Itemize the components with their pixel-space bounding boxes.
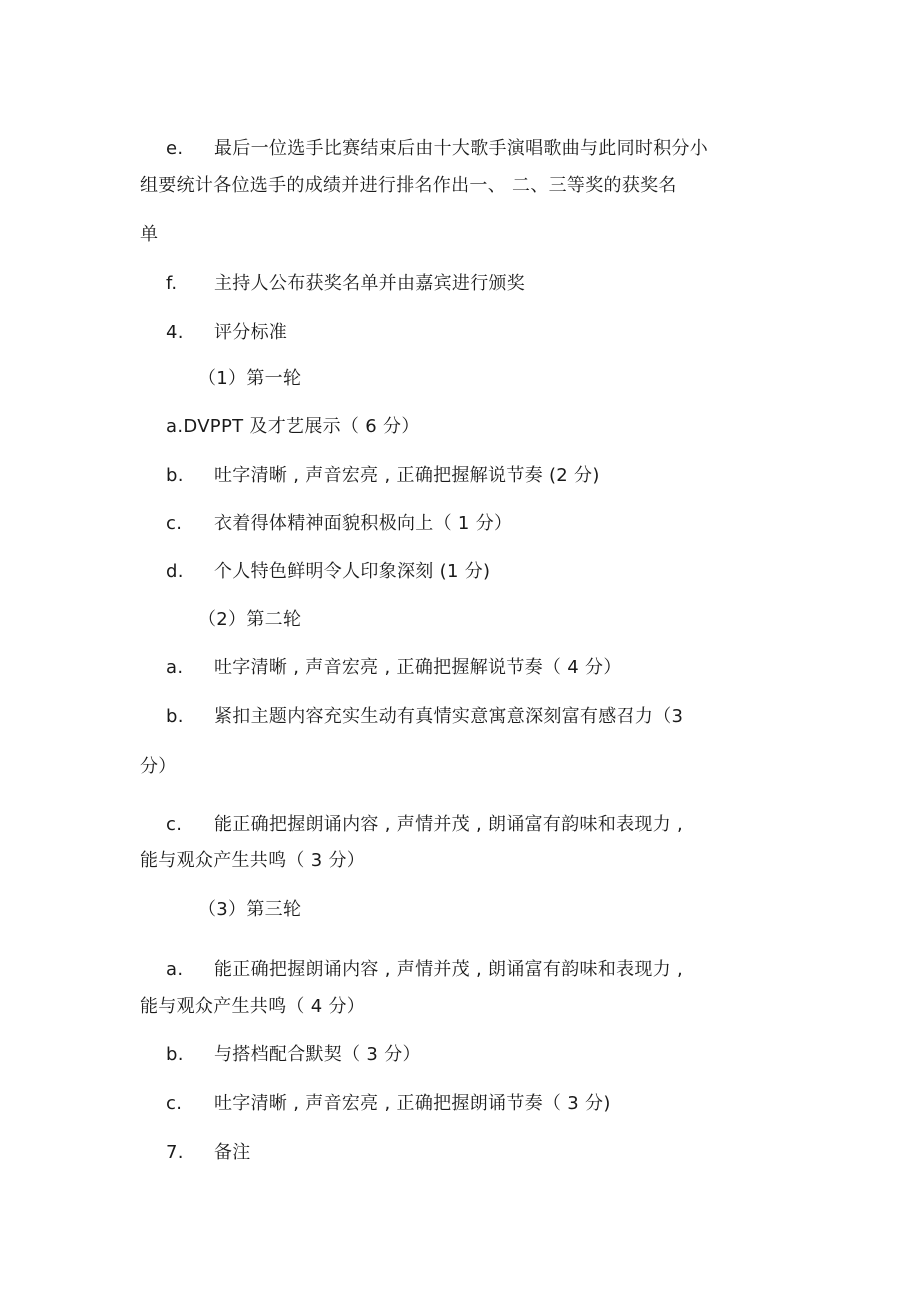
round-1-item-c-label: c.: [166, 513, 183, 534]
round-3-item-a-label: a.: [166, 959, 184, 980]
item-e-label: e.: [166, 138, 184, 159]
round-2-item-b-text-1: 紧扣主题内容充实生动有真情实意寓意深刻富有感召力（3: [214, 706, 684, 727]
round-2-item-c-text-1: 能正确把握朗诵内容 , 声情并茂 , 朗诵富有韵味和表现力 ,: [214, 814, 684, 835]
section-4-label: 4.: [166, 322, 184, 343]
round-2-heading: （2）第二轮: [198, 609, 302, 630]
item-e-text-1: 最后一位选手比赛结束后由十大歌手演唱歌曲与此同时积分小: [214, 138, 709, 159]
item-e-line1: [166, 138, 708, 160]
round-2-item-a-label: a.: [166, 657, 184, 678]
round-1-item-b-label: b.: [166, 465, 184, 486]
section-7-heading: [166, 1142, 251, 1164]
round-3-item-a-line1: [166, 959, 683, 981]
round-1-item-a: a.DVPPT 及才艺展示（ 6 分）: [166, 416, 420, 437]
round-3-item-b: [166, 1044, 421, 1066]
round-1-item-d-label: d.: [166, 561, 184, 582]
round-3-item-a-text-1: 能正确把握朗诵内容 , 声情并茂 , 朗诵富有韵味和表现力 ,: [214, 959, 684, 980]
item-f-text: 主持人公布获奖名单并由嘉宾进行颁奖: [214, 273, 526, 294]
round-2-item-a: [166, 657, 622, 679]
round-1-heading: （1）第一轮: [198, 368, 302, 389]
item-f-label: f.: [166, 273, 178, 294]
round-1-item-d-text: 个人特色鲜明令人印象深刻 (1 分): [214, 561, 491, 582]
round-3-item-c: [166, 1093, 611, 1115]
section-7-label: 7.: [166, 1142, 184, 1163]
round-2-item-c-line2: 能与观众产生共鸣（ 3 分）: [140, 850, 366, 871]
round-1-item-b-text: 吐字清晰 , 声音宏亮 , 正确把握解说节奏 (2 分): [214, 465, 600, 486]
round-2-item-b-line2: 分）: [140, 756, 177, 777]
item-e-line2: 组要统计各位选手的成绩并进行排名作出一、 二、三等奖的获奖名: [140, 175, 677, 196]
item-e-line3: 单: [140, 224, 159, 245]
section-7-title: 备注: [214, 1142, 251, 1163]
round-3-item-b-text: 与搭档配合默契（ 3 分）: [214, 1044, 421, 1065]
item-f: [166, 273, 525, 295]
round-1-item-b: [166, 465, 600, 487]
round-3-item-b-label: b.: [166, 1044, 184, 1065]
round-3-item-a-line2: 能与观众产生共鸣（ 4 分）: [140, 996, 366, 1017]
round-2-item-b-line1: [166, 706, 683, 728]
round-1-item-c: [166, 513, 512, 535]
round-3-heading: （3）第三轮: [198, 899, 302, 920]
round-2-item-c-label: c.: [166, 814, 183, 835]
section-4-heading: [166, 322, 287, 344]
round-2-item-c-line1: [166, 814, 683, 836]
section-4-title: 评分标准: [214, 322, 288, 343]
round-3-item-c-label: c.: [166, 1093, 183, 1114]
round-3-item-c-text: 吐字清晰 , 声音宏亮 , 正确把握朗诵节奏（ 3 分): [214, 1093, 611, 1114]
round-2-item-b-label: b.: [166, 706, 184, 727]
round-2-item-a-text: 吐字清晰 , 声音宏亮 , 正确把握解说节奏（ 4 分）: [214, 657, 622, 678]
round-1-item-d: [166, 561, 490, 583]
round-1-item-c-text: 衣着得体精神面貌积极向上（ 1 分）: [214, 513, 513, 534]
